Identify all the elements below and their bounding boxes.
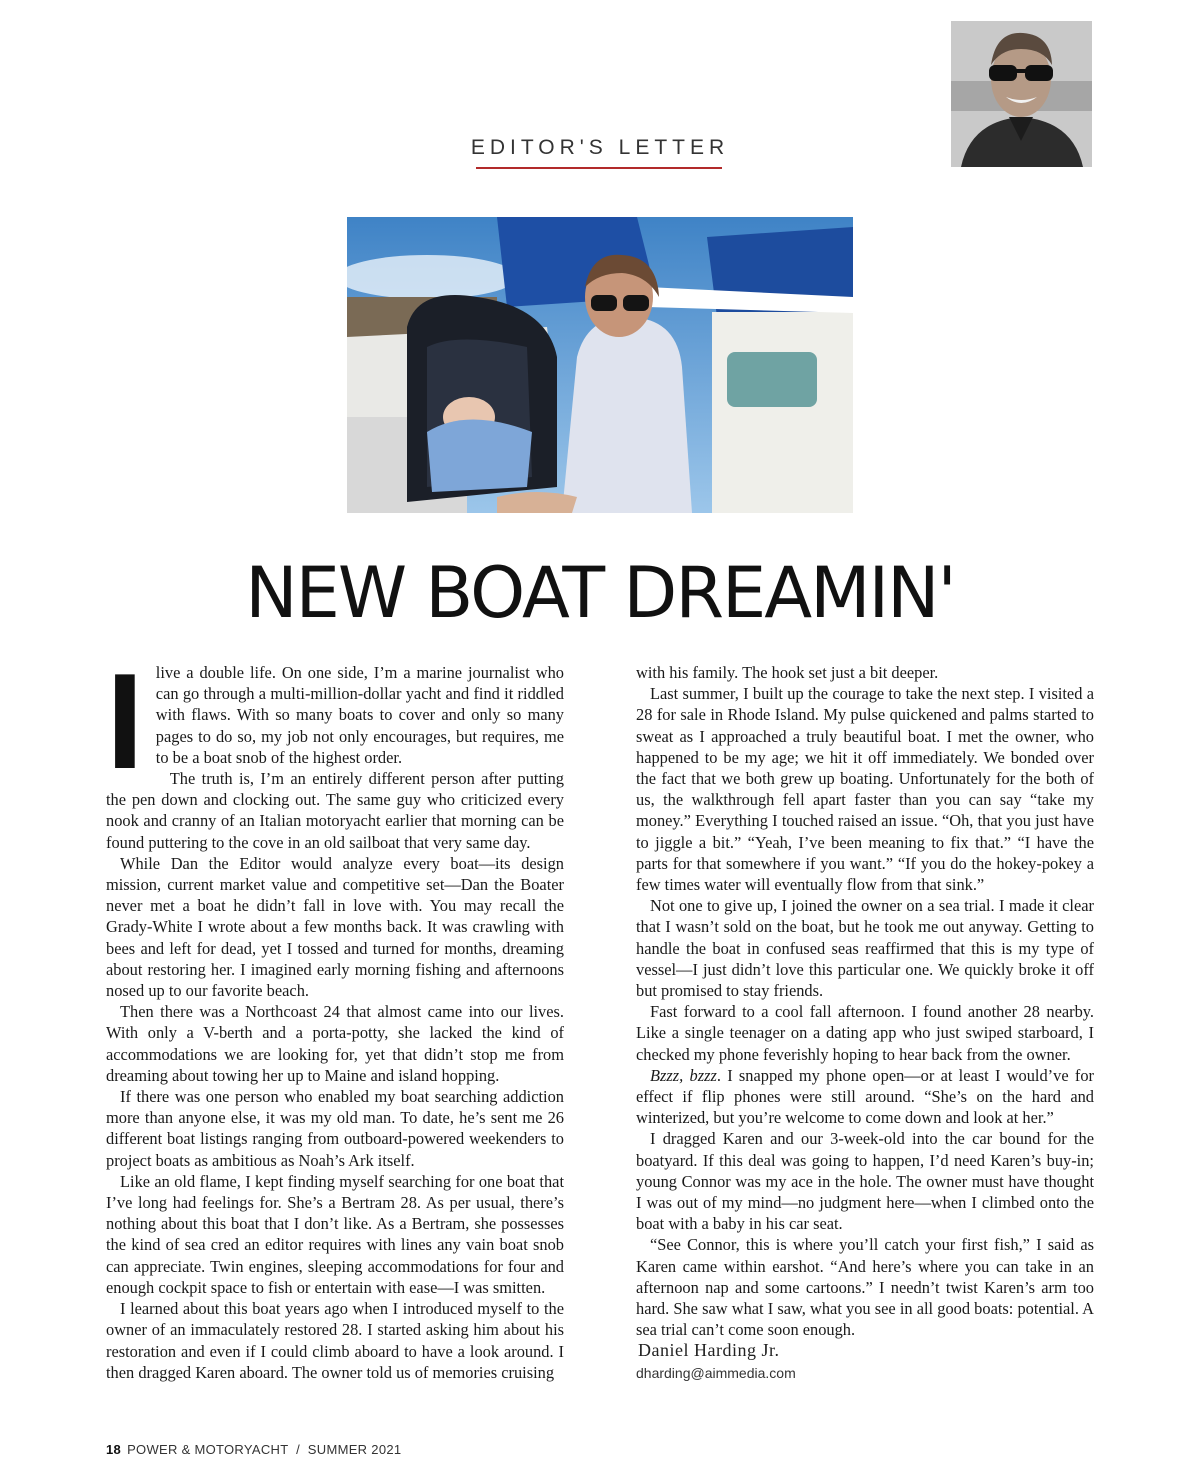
author-signature: Daniel Harding Jr. [638, 1340, 780, 1360]
paragraph [106, 645, 564, 797]
paragraph-text: live a double life. On one side, I’m a marine journalist who can go through a multi-million-dollar yacht and find it riddled with flaws. With so many boats to cover and only so many pages to do so, my job not only encourages, but requires, me to be a boat snob of the highest order. [155, 663, 564, 767]
author-email: dharding@aimmedia.com [636, 1365, 796, 1381]
section-label: EDITOR'S LETTER [470, 136, 730, 159]
paragraph: Then there was a Northcoast 24 that almost came into our lives. With only a V-berth and a porta-potty, she lacked the kind of accommodations we are looking for, yet that didn’t stop me from dreaming about towing her up to Maine and island hopping. [106, 1002, 564, 1085]
publication-info: POWER & MOTORYACHT / SUMMER 2021 [127, 1442, 402, 1457]
paragraph: Fast forward to a cool fall afternoon. I found another 28 nearby. Like a single teenager on a dating app who just swiped starboard, I checked my phone feverishly hoping to hear back from the owner. [636, 1002, 1094, 1064]
page-footer [106, 1442, 401, 1457]
paragraph: While Dan the Editor would analyze every boat—its design mission, current market value and competitive set—Dan the Boater never met a boat he didn’t fall in love with. You may recall the Grady-White I wrote about a few months back. It was crawling with bees and left for dead, yet I tossed and turned for months, dreaming about restoring her. I imagined early morning fishing and afternoons nosed up to our favorite beach. [106, 853, 564, 1001]
paragraph: with his family. The hook set just a bit deeper. [636, 663, 939, 682]
article-column-left [106, 645, 564, 1383]
page-number: 18 [106, 1442, 122, 1457]
portrait-illustration [951, 21, 1092, 167]
paragraph: Like an old flame, I kept finding myself searching for one boat that I’ve long had feelings for. She’s a Bertram 28. As per usual, there’s nothing about this boat that I don’t like. As a Bertram, she possesses the kind of sea cred an editor requires with lines any vain boat snob can appreciate. Twin engines, sleeping accommodations for four and enough cockpit space to fish or entertain with ease—I was smitten. [106, 1171, 564, 1297]
paragraph: “See Connor, this is where you’ll catch your first fish,” I said as Karen came within earshot. “And here’s where you can take in an afternoon nap and some cartoons.” I needn’t twist Karen’s arm too hard. She saw what I saw, what you see in all good boats: potential. A sea trial can’t come soon enough. [636, 1235, 1094, 1340]
italic-text: Bzzz, bzzz [650, 1065, 717, 1085]
paragraph: I learned about this boat years ago when I introduced myself to the owner of an immaculately restored 28. I started asking him about his restoration and even if I could climb aboard to have a look around. I then dragged Karen aboard. The owner told us of memories cruising [106, 1299, 564, 1382]
editor-portrait-photo [951, 21, 1092, 167]
paragraph: Last summer, I built up the courage to take the next step. I visited a 28 for sale in Rhode Island. My pulse quickened and palms started to sweat as I approached a truly beautiful boat. I met the owner, who happened to be my age; we hit it off immediately. We bonded over the fact that we both grew up boating. Unfortunately for the both of us, the walkthrough fell apart faster than you can say “take my money.” Everything I touched raised an issue. “Oh, that you just have to jiggle a bit.” “Yeah, I’ve been meaning to fix that.” “I have the parts for that somewhere if you want.” “If you do the hokey-pokey a few times water will eventually flow from that sink.” [636, 684, 1094, 895]
paragraph: I dragged Karen and our 3-week-old into the car bound for the boatyard. If this deal was going to happen, I’d need Karen’s buy-in; young Connor was my ace in the hole. The owner must have thought I was out of my mind—no judgment here—when I climbed onto the boat with a baby in his car seat. [636, 1129, 1094, 1234]
headline: NEW BOAT DREAMIN' [245, 552, 955, 634]
paragraph [636, 1065, 1094, 1129]
section-divider [476, 167, 722, 169]
paragraph: The truth is, I’m an entirely different person after putting the pen down and clocking out. The same guy who criticized every nook and cranny of an Italian motoryacht earlier that morning can be found puttering to the cove in an old sailboat that very same day. [106, 769, 564, 852]
drop-cap: I [106, 645, 144, 797]
paragraph: Not one to give up, I joined the owner on a sea trial. I made it clear that I wasn’t sold on the boat, but he took me out anyway. Getting to handle the boat in confused seas reaffirmed that this is my type of vessel—I just didn’t love this particular one. We quickly broke it off but promised to stay friends. [636, 896, 1094, 1001]
paragraph-text: . I snapped my phone open—or at least I would’ve for effect if flip phones were still around. “She’s on the hard and winterized, but you’re welcome to come down and look at her.” [636, 1065, 1094, 1128]
article-column-right [636, 662, 1094, 1341]
paragraph: If there was one person who enabled my boat searching addiction more than anyone else, it was my old man. To date, he’s sent me 26 different boat listings ranging from outboard-powered weekenders to project boats as ambitious as Noah’s Ark itself. [106, 1087, 564, 1170]
photo-illustration [347, 217, 853, 513]
woman-with-baby-car-seat-on-boat-photo [347, 217, 853, 513]
